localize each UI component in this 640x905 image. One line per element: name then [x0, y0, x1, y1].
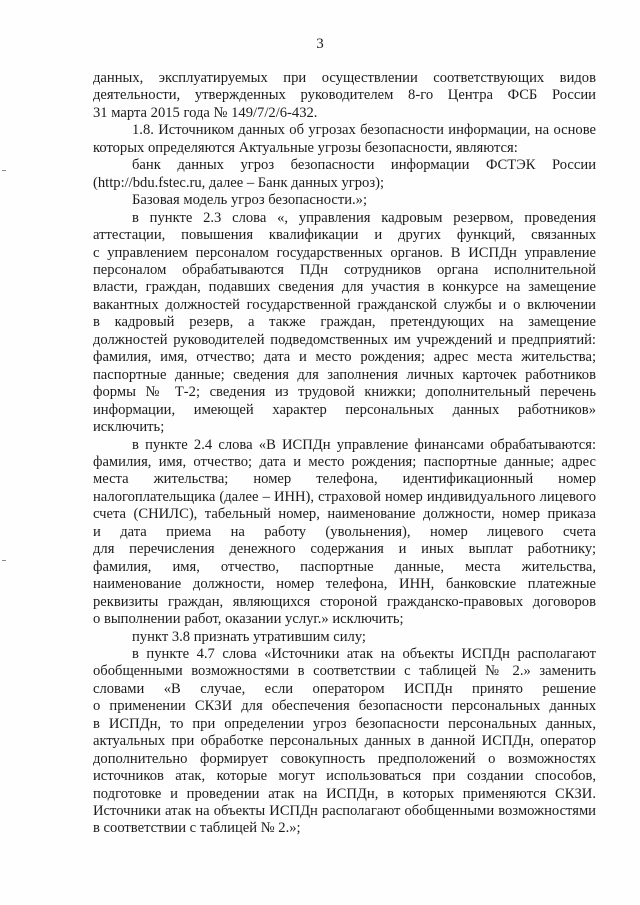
- text-line: в пункте 2.3 слова «, управления кадровым резервом, проведения: [132, 209, 596, 226]
- text-line: 31 марта 2015 года № 149/7/2/6-432.: [93, 104, 318, 121]
- text-line: паспортные данные; сведения для заполнения личных карточек работников: [93, 366, 596, 383]
- text-line: Источники атак на объекты ИСПДн располагают обобщенными возможностями: [93, 803, 596, 820]
- text-line: в ИСПДн, то при определении угроз безопасности персональных данных,: [93, 715, 596, 732]
- text-line: фамилия, имя, отчество, паспортные данные, места жительства,: [93, 558, 596, 575]
- text-line: которых определяются Актуальные угрозы безопасности, являются:: [93, 139, 518, 156]
- text-line: для перечисления денежного содержания и иных выплат работнику;: [93, 541, 596, 558]
- scan-mark: [2, 170, 6, 171]
- text-line: в пункте 4.7 слова «Источники атак на объекты ИСПДн располагают: [132, 645, 596, 662]
- text-line: с управлением персоналом государственных органов. В ИСПДн управление: [93, 244, 596, 261]
- text-line: актуальных при обработке персональных данных в данной ИСПДн, оператор: [93, 733, 596, 750]
- text-line: исключить;: [93, 419, 165, 436]
- text-line: банк данных угроз безопасности информации ФСТЭК России: [132, 157, 596, 174]
- page-number: 3: [316, 36, 324, 52]
- text-line: аттестации, повышения квалификации и других функций, связанных: [93, 227, 596, 244]
- text-line: формы № Т-2; сведения из трудовой книжки; дополнительный перечень: [93, 384, 596, 401]
- document-body: [93, 70, 596, 838]
- text-line: в соответствии с таблицей № 2.»;: [93, 820, 301, 837]
- text-line: персоналом обрабатываются ПДн сотрудников органа исполнительной: [93, 261, 596, 278]
- text-line: о выполнении работ, оказании услуг.» исключить;: [93, 611, 404, 628]
- text-line: счета (СНИЛС), табельный номер, наименование должности, номер приказа: [93, 506, 596, 523]
- text-line: Базовая модель угроз безопасности.»;: [132, 192, 368, 209]
- text-line: вакантных должностей государственной гражданской службы и о включении: [93, 296, 596, 313]
- text-line: фамилия, имя, отчество; дата и место рождения; адрес места жительства;: [93, 349, 596, 366]
- text-line: данных, эксплуатируемых при осуществлении соответствующих видов: [93, 70, 596, 86]
- text-line: обобщенными возможностями в соответствии с таблицей № 2.» заменить: [93, 663, 596, 680]
- text-line: налогоплательщика (далее – ИНН), страховой номер индивидуального лицевого: [93, 488, 596, 505]
- text-line: наименование должности, номер телефона, ИНН, банковские платежные: [93, 576, 596, 593]
- scan-mark: [2, 560, 6, 561]
- text-line: 1.8. Источником данных об угрозах безопасности информации, на основе: [132, 122, 596, 139]
- text-line: в пункте 2.4 слова «В ИСПДн управление финансами обрабатываются:: [132, 436, 596, 453]
- text-line: в кадровый резерв, а также граждан, претендующих на замещение: [93, 314, 596, 331]
- text-line: словами «В случае, если оператором ИСПДн принято решение: [93, 680, 596, 697]
- text-line: источников атак, которые могут использоваться при создании способов,: [93, 768, 596, 785]
- text-line: подготовке и проведении атак на ИСПДн, в которых применяются СКЗИ.: [93, 785, 596, 802]
- text-line: власти, граждан, подавших сведения для участия в конкурсе на замещение: [93, 279, 596, 296]
- text-line: дополнительно формирует совокупность предположений о возможностях: [93, 750, 596, 767]
- text-line: должностей руководителей подведомственных им учреждений и предприятий:: [93, 331, 596, 348]
- text-line: места жительства; номер телефона, идентификационный номер: [93, 471, 596, 488]
- text-line: деятельности, утвержденных руководителем 8-го Центра ФСБ России: [93, 87, 596, 104]
- text-line: реквизиты граждан, являющихся стороной гражданско-правовых договоров: [93, 593, 596, 610]
- text-line: информации, имеющей характер персональных данных работников»: [93, 401, 596, 418]
- text-line: пункт 3.8 признать утратившим силу;: [132, 628, 366, 645]
- text-line: и дата приема на работу (увольнения), номер лицевого счета: [93, 523, 596, 540]
- text-line: (http://bdu.fstec.ru, далее – Банк данных угроз);: [93, 174, 385, 191]
- text-line: фамилия, имя, отчество; дата и место рождения; паспортные данные; адрес: [93, 453, 596, 470]
- text-line: о применении СКЗИ для обеспечения безопасности персональных данных: [93, 698, 596, 715]
